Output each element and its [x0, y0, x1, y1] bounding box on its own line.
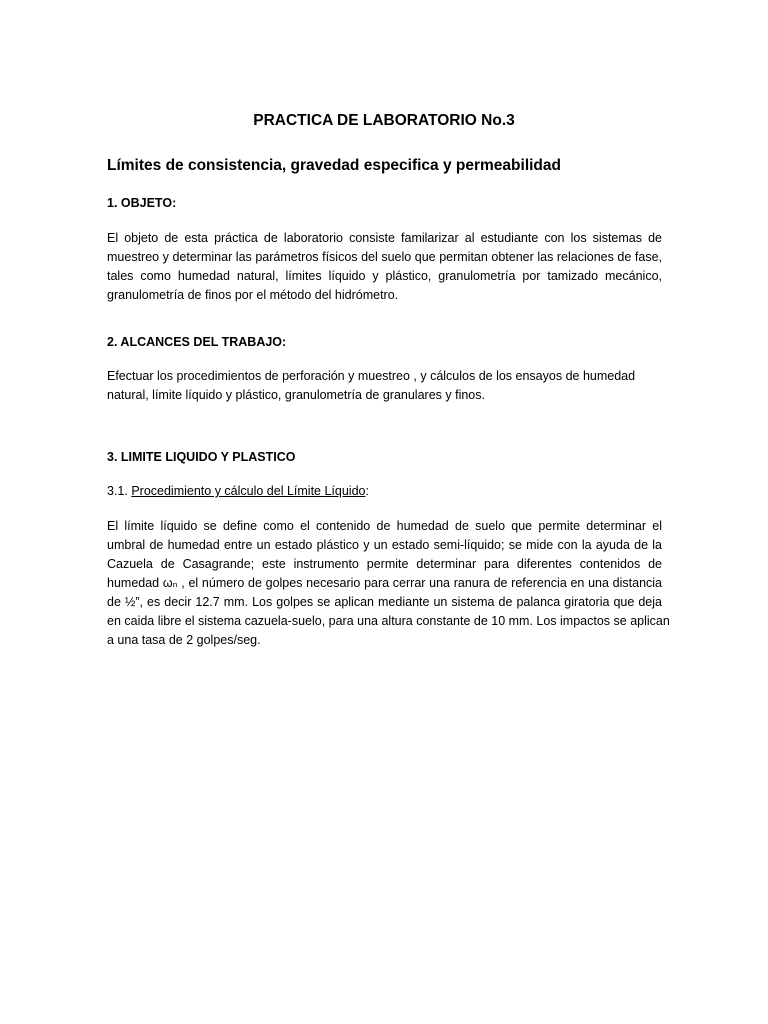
paragraph-line: muestreo y determinar las parámetros físicos del suelo que permitan obtener las relaciones de fase,	[107, 250, 662, 264]
paragraph-line: tales como humedad natural, límites líquido y plástico, granulometría por tamizado mecánico,	[107, 269, 662, 283]
subsection-title: Procedimiento y cálculo del Límite Líquido	[131, 484, 366, 498]
subsection-heading	[107, 484, 369, 498]
subsection-number: 3.1.	[107, 484, 132, 498]
document-title: PRACTICA DE LABORATORIO No.3	[253, 112, 515, 129]
paragraph-line: granulometría de finos por el método del hidrómetro.	[107, 288, 399, 302]
paragraph-limite	[107, 517, 670, 650]
paragraph-line: El objeto de esta práctica de laboratorio consiste familarizar al estudiante con los sistemas de	[107, 231, 662, 245]
section-heading-alcances: 2. ALCANCES DEL TRABAJO:	[107, 335, 287, 349]
section-heading-objeto: 1. OBJETO:	[107, 196, 177, 210]
paragraph-line: umbral de humedad entre un estado plástico y un estado semi-líquido; se mide con la ayuda de la	[107, 538, 662, 552]
section-heading-limite: 3. LIMITE LIQUIDO Y PLASTICO	[107, 450, 296, 464]
paragraph-line: a una tasa de 2 golpes/seg.	[107, 633, 261, 647]
paragraph-alcances	[107, 367, 662, 405]
paragraph-line: Cazuela de Casagrande; este instrumento permite determinar para diferentes contenidos de	[107, 557, 662, 571]
subsection-colon: :	[365, 484, 369, 498]
paragraph-line: natural, límite líquido y plástico, granulometría de granulares y finos.	[107, 388, 485, 402]
paragraph-line: Efectuar los procedimientos de perforación y muestreo , y cálculos de los ensayos de humedad	[107, 369, 636, 383]
paragraph-line: de ½”, es decir 12.7 mm. Los golpes se aplican mediante un sistema de palanca giratoria que deja	[107, 595, 662, 609]
paragraph-line: El límite líquido se define como el contenido de humedad de suelo que permite determinar el	[107, 519, 662, 533]
paragraph-line: humedad ωₙ , el número de golpes necesario para cerrar una ranura de referencia en una distancia	[107, 576, 662, 590]
paragraph-objeto	[107, 229, 662, 305]
paragraph-line: en caida libre el sistema cazuela-suelo, para una altura constante de 10 mm. Los impactos se aplican	[107, 614, 670, 628]
document-subtitle: Límites de consistencia, gravedad especifica y permeabilidad	[107, 157, 561, 174]
